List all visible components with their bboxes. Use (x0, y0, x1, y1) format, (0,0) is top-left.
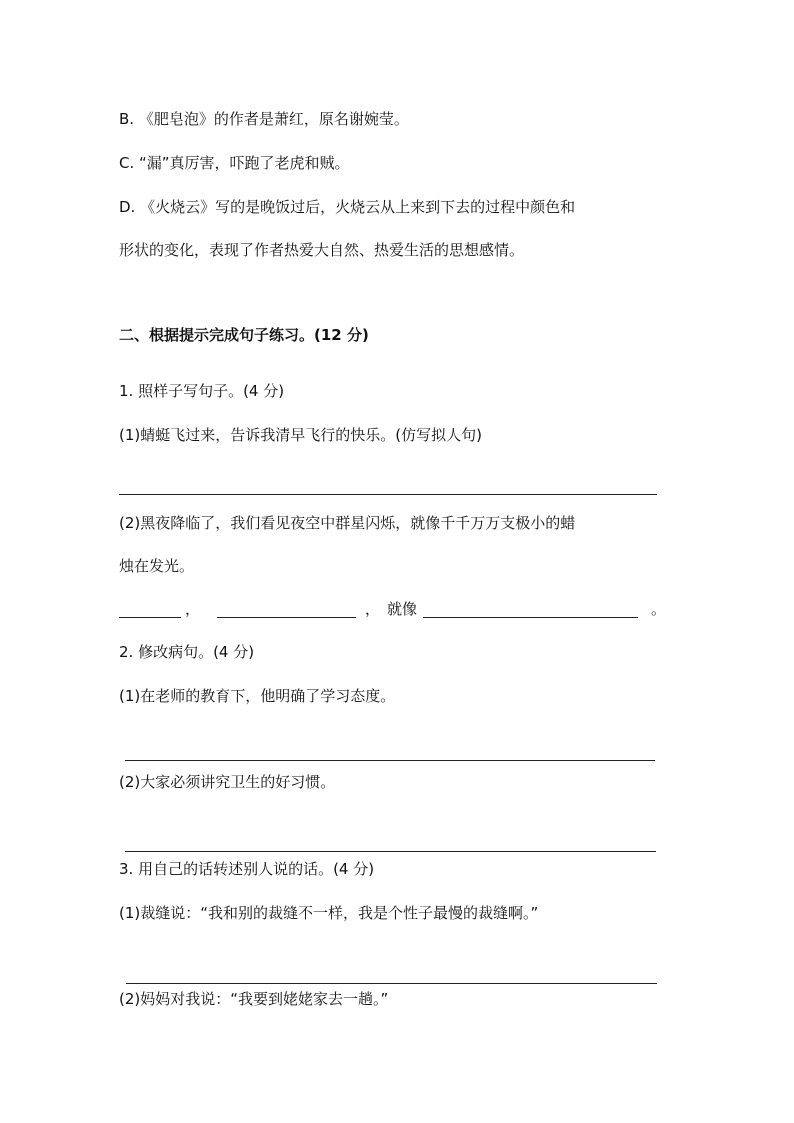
q3-item1: (1)裁缝说：“我和别的裁缝不一样，我是个性子最慢的裁缝啊。” (119, 904, 539, 922)
fill-blank-1[interactable] (119, 617, 181, 618)
fill-blank-3[interactable] (423, 617, 638, 618)
q2-item1: (1)在老师的教育下，他明确了学习态度。 (119, 687, 396, 705)
answer-line[interactable] (125, 760, 655, 761)
option-d-line1: D. 《火烧云》写的是晚饭过后，火烧云从上来到下去的过程中颜色和 (119, 198, 576, 216)
option-c: C. “漏”真厉害，吓跑了老虎和贼。 (119, 154, 350, 172)
option-d-line2: 形状的变化，表现了作者热爱大自然、热爱生活的思想感情。 (119, 241, 525, 259)
fill-comma-2: ， (365, 600, 381, 618)
q1-item2-line2: 烛在发光。 (119, 557, 195, 575)
answer-line[interactable] (126, 983, 657, 984)
fill-like-label: 就像 (387, 600, 418, 618)
q1-item1: (1)蜻蜓飞过来，告诉我清早飞行的快乐。(仿写拟人句) (119, 426, 482, 444)
q3-title: 3. 用自己的话转述别人说的话。(4 分) (119, 860, 375, 878)
q1-title: 1. 照样子写句子。(4 分) (119, 382, 285, 400)
answer-line[interactable] (119, 494, 657, 495)
option-b: B. 《肥皂泡》的作者是萧红，原名谢婉莹。 (119, 110, 409, 128)
section-heading: 二、根据提示完成句子练习。(12 分) (119, 326, 369, 344)
q3-item2: (2)妈妈对我说：“我要到姥姥家去一趟。” (119, 990, 389, 1008)
fill-blank-2[interactable] (217, 617, 356, 618)
q2-title: 2. 修改病句。(4 分) (119, 643, 255, 661)
q2-item2: (2)大家必须讲究卫生的好习惯。 (119, 773, 336, 791)
fill-comma: ， (185, 600, 201, 618)
fill-end: 。 (651, 600, 667, 618)
answer-line[interactable] (125, 851, 656, 852)
q1-item2-line1: (2)黑夜降临了，我们看见夜空中群星闪烁，就像千千万万支极小的蜡 (119, 514, 576, 532)
